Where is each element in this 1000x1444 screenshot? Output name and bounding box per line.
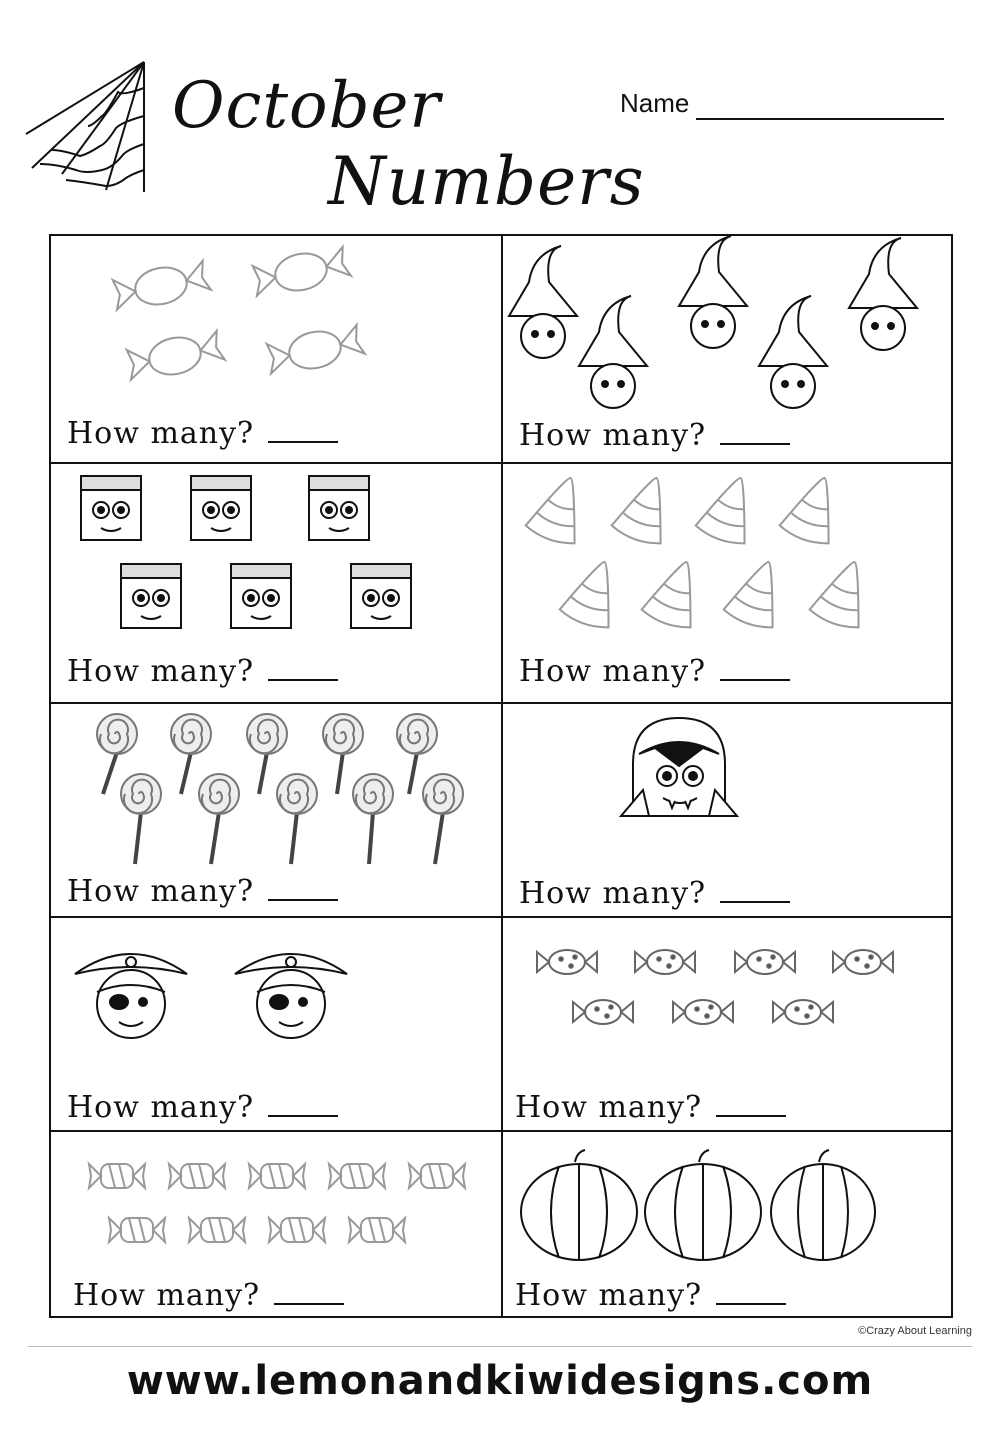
count-cell-frankenstein [51,464,501,702]
candy-corn-icon [503,464,953,654]
count-cell-striped-candy [51,1132,501,1320]
vampire-icon [503,704,953,874]
counting-grid [49,234,953,1318]
count-cell-pumpkin [503,1132,955,1320]
pumpkin-icon [503,1132,953,1272]
question-label: How many? [519,418,790,453]
answer-blank[interactable] [274,1285,344,1305]
count-cell-vampire [503,704,955,916]
question-label: How many? [67,654,338,689]
lollipop-icon [51,704,501,874]
question-label: How many? [515,1090,786,1125]
question-label: How many? [515,1278,786,1313]
name-label: Name [620,88,690,118]
answer-blank[interactable] [716,1097,786,1117]
wrapped-candy-icon [51,236,501,416]
answer-blank[interactable] [268,1097,338,1117]
spider-web-icon [22,58,158,198]
answer-blank[interactable] [720,883,790,903]
count-cell-wrapped-candy [51,236,501,462]
answer-blank[interactable] [716,1285,786,1305]
count-cell-lollipop [51,704,501,916]
footer-divider [28,1346,972,1347]
copyright-text: ©Crazy About Learning [858,1325,972,1337]
answer-blank[interactable] [720,425,790,445]
question-label: How many? [519,654,790,689]
answer-blank[interactable] [268,423,338,443]
pirate-icon [51,918,501,1088]
question-label: How many? [73,1278,344,1313]
question-label: How many? [67,416,338,451]
question-label: How many? [519,876,790,911]
name-field[interactable] [696,118,944,120]
count-cell-witch [503,236,955,462]
count-cell-polka-dot-candy [503,918,955,1130]
title-line-1: October [172,69,441,143]
answer-blank[interactable] [268,881,338,901]
polka-dot-candy-icon [503,918,953,1088]
website-url[interactable]: www.lemonandkiwidesigns.com [126,1358,874,1404]
witch-icon [503,236,953,416]
count-cell-pirate [51,918,501,1130]
count-cell-candy-corn [503,464,955,702]
title-line-2: Numbers [328,143,645,220]
question-label: How many? [67,874,338,909]
frankenstein-icon [51,464,501,654]
answer-blank[interactable] [720,661,790,681]
question-label: How many? [67,1090,338,1125]
striped-candy-icon [51,1132,501,1272]
answer-blank[interactable] [268,661,338,681]
